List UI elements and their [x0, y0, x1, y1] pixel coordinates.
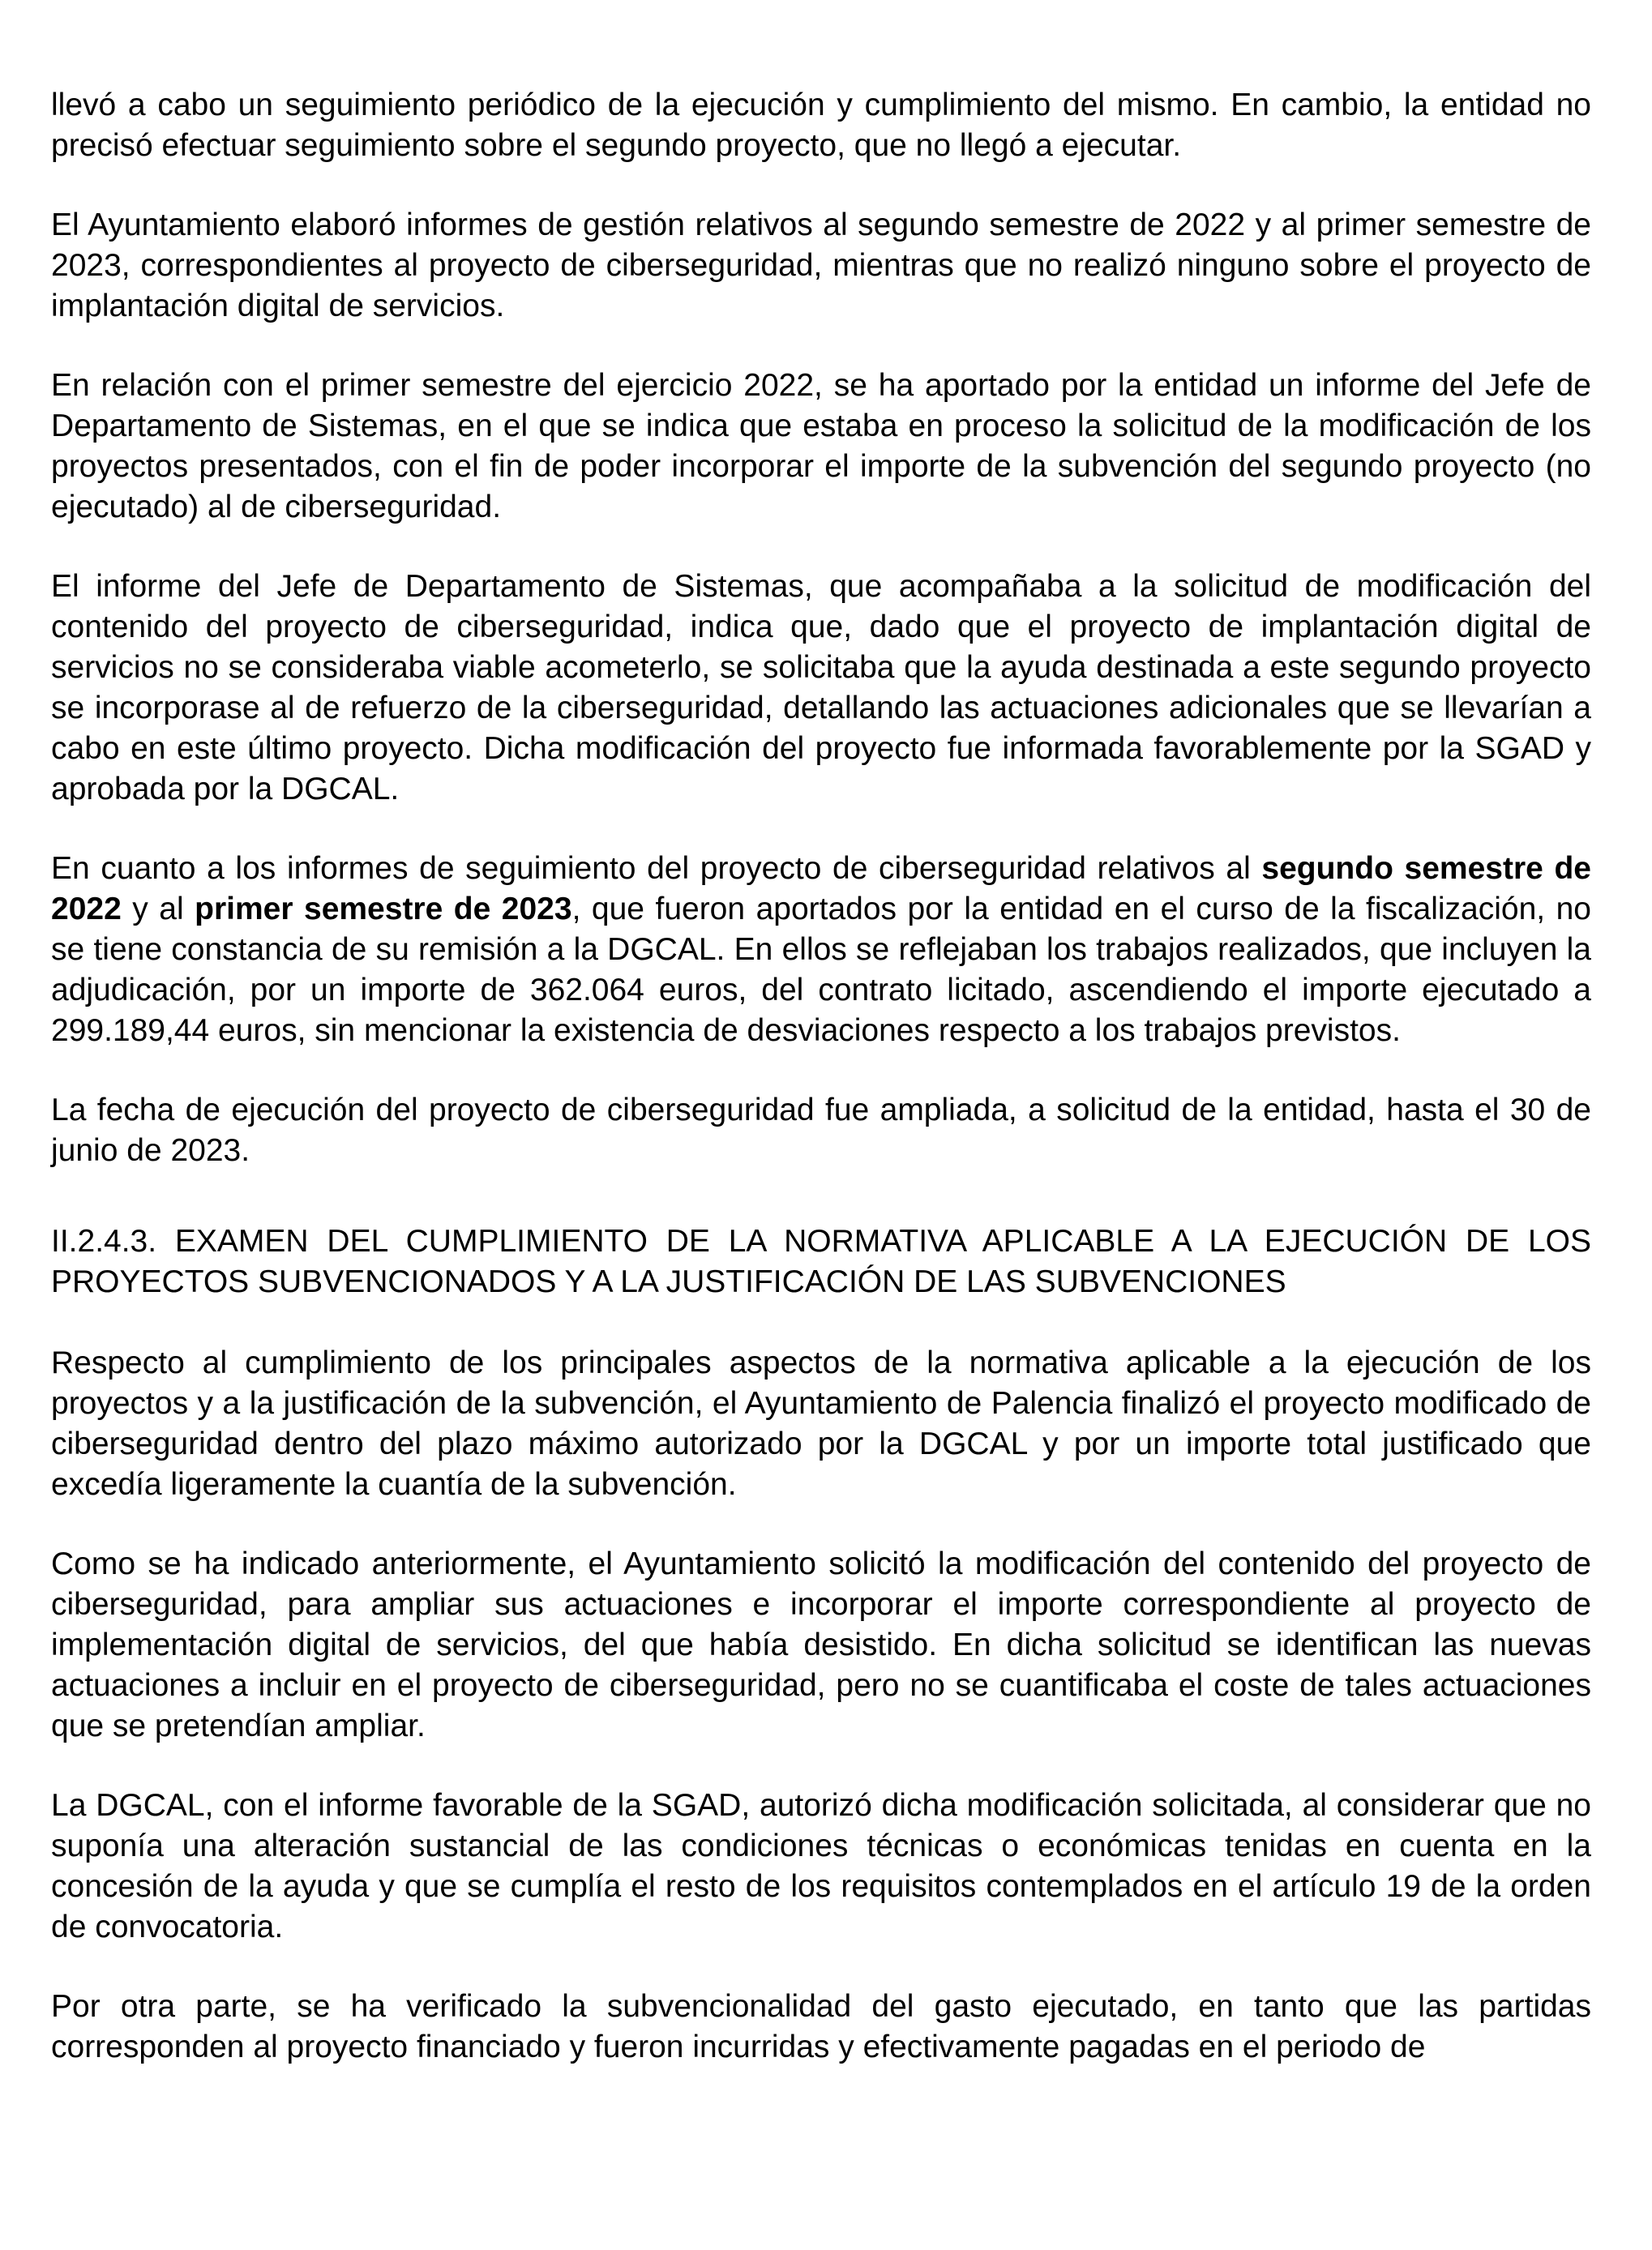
text-run-bold: segundo semestre de 2022 [51, 851, 1592, 926]
paragraph: Como se ha indicado anteriormente, el Ayuntamiento solicitó la modificación del contenido del proyecto de ciberseguridad, para ampliar sus actuaciones e incorporar el importe correspondiente al proyecto de implementación digital de servicios, del que había desistido. En dicha solicitud se identifican las nuevas actuaciones a incluir en el proyecto de ciberseguridad, pero no se cuantificaba el coste de tales actuaciones que se pretendían ampliar. [51, 1546, 1591, 1743]
paragraph [51, 849, 1591, 1051]
text-run: y al [121, 892, 195, 926]
paragraph: El Ayuntamiento elaboró informes de gestión relativos al segundo semestre de 2022 y al primer semestre de 2023, correspondientes al proyecto de ciberseguridad, mientras que no realizó ninguno sobre el proyecto de implantación digital de servicios. [51, 207, 1591, 323]
paragraph-clipped: Por otra parte, se ha verificado la subvencionalidad del gasto ejecutado, en tanto que las partidas corresponden al proyecto financiado y fueron incurridas y efectivamente pagadas en el periodo de [51, 1989, 1591, 2064]
paragraph: La fecha de ejecución del proyecto de ciberseguridad fue ampliada, a solicitud de la entidad, hasta el 30 de junio de 2023. [51, 1093, 1591, 1168]
text-run: En cuanto a los informes de seguimiento del proyecto de ciberseguridad relativos al [51, 851, 1262, 886]
text-run: , que fueron aportados por la entidad en el curso de la fiscalización, no se tiene constancia de su remisión a la DGCAL. En ellos se reflejaban los trabajos realizados, que incluyen la adjudicación, por un importe de 362.064 euros, del contrato licitado, ascendiendo el importe ejecutado a 299.189,44 euros, sin mencionar la existencia de desviaciones respecto a los trabajos previstos. [51, 892, 1591, 1048]
paragraph-continuation: llevó a cabo un seguimiento periódico de la ejecución y cumplimiento del mismo. En cambio, la entidad no precisó efectuar seguimiento sobre el segundo proyecto, que no llegó a ejecutar. [51, 88, 1591, 163]
text-run-bold: primer semestre de 2023 [195, 892, 572, 926]
paragraph: La DGCAL, con el informe favorable de la SGAD, autorizó dicha modificación solicitada, al considerar que no suponía una alteración sustancial de las condiciones técnicas o económicas tenidas en cuenta en la concesión de la ayuda y que se cumplía el resto de los requisitos contemplados en el artículo 19 de la orden de convocatoria. [51, 1788, 1591, 1944]
paragraph: En relación con el primer semestre del ejercicio 2022, se ha aportado por la entidad un informe del Jefe de Departamento de Sistemas, en el que se indica que estaba en proceso la solicitud de la modificación de los proyectos presentados, con el fin de poder incorporar el importe de la subvención del segundo proyecto (no ejecutado) al de ciberseguridad. [51, 368, 1591, 524]
paragraph: El informe del Jefe de Departamento de Sistemas, que acompañaba a la solicitud de modificación del contenido del proyecto de ciberseguridad, indica que, dado que el proyecto de implantación digital de servicios no se consideraba viable acometerlo, se solicitaba que la ayuda destinada a este segundo proyecto se incorporase al de refuerzo de la ciberseguridad, detallando las actuaciones adicionales que se llevarían a cabo en este último proyecto. Dicha modificación del proyecto fue informada favorablemente por la SGAD y aprobada por la DGCAL. [51, 569, 1591, 806]
paragraph: Respecto al cumplimiento de los principales aspectos de la normativa aplicable a la ejecución de los proyectos y a la justificación de la subvención, el Ayuntamiento de Palencia finalizó el proyecto modificado de ciberseguridad dentro del plazo máximo autorizado por la DGCAL y por un importe total justificado que excedía ligeramente la cuantía de la subvención. [51, 1345, 1591, 1502]
section-heading: II.2.4.3. EXAMEN DEL CUMPLIMIENTO DE LA NORMATIVA APLICABLE A LA EJECUCIÓN DE LOS PROYECTOS SUBVENCIONADOS Y A LA JUSTIFICACIÓN DE LAS SUBVENCIONES [51, 1224, 1591, 1299]
